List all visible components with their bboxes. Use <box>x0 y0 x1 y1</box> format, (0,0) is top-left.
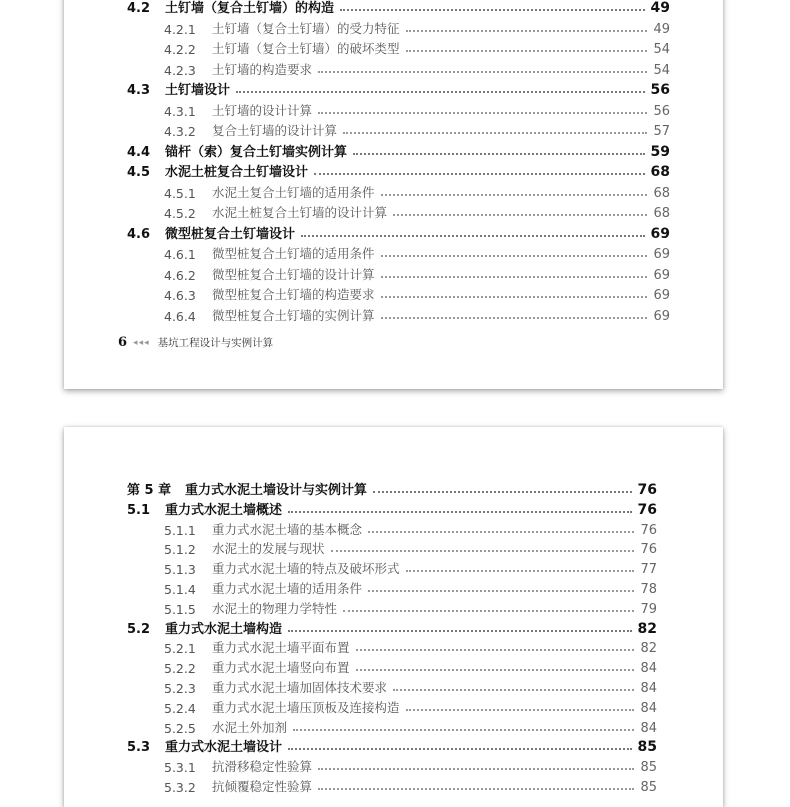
toc-entry-number: 5.1.3 <box>164 562 196 578</box>
toc-entry-number: 5.2.4 <box>164 700 196 716</box>
toc-entry <box>164 183 670 201</box>
dot-leader <box>288 748 632 750</box>
dot-leader <box>381 276 648 278</box>
dot-leader <box>318 768 634 770</box>
toc-entry-title: 水泥土的发展与现状 <box>212 541 325 557</box>
toc-entry-title: 土钉墙（复合土钉墙）的构造 <box>165 1 335 16</box>
toc-page-lower <box>64 427 723 807</box>
toc-entry <box>164 19 670 37</box>
toc-entry-title: 重力式水泥土墙加固体技术要求 <box>212 680 388 695</box>
toc-entry <box>164 698 657 716</box>
dot-leader <box>381 255 648 257</box>
toc-entry <box>127 162 670 180</box>
toc-entry-title: 水泥土桩复合土钉墙设计 <box>165 165 309 180</box>
toc-entry-number: 5.3 <box>127 740 151 756</box>
toc-entry-page: 69 <box>653 308 670 324</box>
dot-leader <box>406 50 648 52</box>
toc-entry-number: 5.1.1 <box>164 522 196 538</box>
toc-entry-page: 54 <box>653 62 670 78</box>
triangle-arrows-icon: ◂◂◂ <box>133 337 150 348</box>
toc-entry-title: 重力式水泥土墙平面布置 <box>212 640 350 656</box>
toc-entry-title: 微型桩复合土钉墙的构造要求 <box>212 287 375 302</box>
toc-entry-number: 5.2 <box>127 621 151 637</box>
footer-book-title: 基坑工程设计与实例计算 <box>157 337 274 349</box>
toc-entry-title: 土钉墙（复合土钉墙）的破坏类型 <box>212 41 400 56</box>
toc-entry-page: 76 <box>640 542 657 558</box>
toc-entry-number: 5.2.5 <box>164 720 196 736</box>
toc-entry-title: 土钉墙（复合土钉墙）的受力特征 <box>212 20 400 36</box>
toc-entry <box>164 718 657 736</box>
toc-entry <box>164 539 657 557</box>
toc-entry-title: 水泥土的物理力学特性 <box>212 600 338 616</box>
dot-leader <box>406 709 635 711</box>
toc-entry-title: 抗滑移稳定性验算 <box>212 759 313 775</box>
toc-entry <box>164 306 670 324</box>
toc-entry-page: 82 <box>637 620 657 637</box>
toc-entry-title: 重力式水泥土墙构造 <box>165 621 283 637</box>
toc-entry <box>164 265 670 283</box>
dot-leader <box>314 173 645 175</box>
toc-entry-number: 4.3 <box>127 83 151 98</box>
toc-entry-page: 85 <box>640 760 657 776</box>
toc-entry-title: 重力式水泥土墙概述 <box>165 502 283 518</box>
dot-leader <box>381 296 648 298</box>
toc-entry-title: 土钉墙设计 <box>165 83 231 98</box>
toc-entry-title: 水泥土复合土钉墙的适用条件 <box>212 184 375 200</box>
toc-entry-page: 56 <box>653 103 670 119</box>
toc-entry <box>127 224 670 242</box>
toc-entry-title: 水泥土外加剂 <box>212 719 288 735</box>
toc-page-upper <box>64 0 723 389</box>
toc-entry-page: 56 <box>650 82 670 98</box>
toc-entry-number: 4.3.2 <box>164 124 196 139</box>
toc-entry <box>164 579 657 597</box>
toc-entry-title: 抗倾覆稳定性验算 <box>212 779 313 794</box>
toc-entry-number: 5.1 <box>127 502 151 518</box>
toc-entry-title: 微型桩复合土钉墙的适用条件 <box>212 246 375 261</box>
toc-entry-title: 锚杆（索）复合土钉墙实例计算 <box>165 144 348 160</box>
toc-entry <box>164 121 670 139</box>
dot-leader <box>293 729 634 731</box>
toc-entry <box>164 101 670 119</box>
toc-entry-title: 重力式水泥土墙设计 <box>165 740 283 756</box>
toc-entry-page: 57 <box>653 124 670 139</box>
toc-entry-number: 4.2 <box>127 1 151 16</box>
toc-entry-title: 重力式水泥土墙设计与实例计算 <box>185 483 368 498</box>
toc-entry-page: 49 <box>650 0 670 16</box>
toc-entry-title: 重力式水泥土墙竖向布置 <box>212 660 350 676</box>
dot-leader <box>368 590 634 592</box>
toc-entry <box>164 638 657 656</box>
toc-entry <box>127 142 670 160</box>
dot-leader <box>288 630 632 632</box>
dot-leader <box>343 132 647 134</box>
toc-entry <box>127 737 657 755</box>
toc-entry <box>127 619 657 637</box>
toc-entry-title: 土钉墙的设计计算 <box>212 102 313 118</box>
toc-entry <box>164 777 657 795</box>
dot-leader <box>318 71 647 73</box>
toc-entry-page: 84 <box>640 720 657 736</box>
toc-entry-page: 68 <box>650 164 670 180</box>
toc-entry <box>164 599 657 617</box>
toc-entry <box>164 285 670 303</box>
dot-leader <box>406 30 648 32</box>
toc-entry-number: 4.6.4 <box>164 308 196 324</box>
toc-entry-page: 84 <box>640 681 657 696</box>
toc-entry-number: 5.1.2 <box>164 542 196 558</box>
dot-leader <box>393 689 634 691</box>
toc-entry-number: 4.5 <box>127 165 151 180</box>
toc-entry-title: 土钉墙的构造要求 <box>212 61 313 77</box>
toc-entry <box>164 244 670 262</box>
toc-entry <box>164 39 670 57</box>
footer-page-number: 6 <box>118 335 128 350</box>
toc-entry-number: 5.1.5 <box>164 601 196 617</box>
toc-entry-page: 85 <box>640 780 657 795</box>
toc-entry-page: 69 <box>653 247 670 262</box>
dot-leader <box>301 235 645 237</box>
toc-entry <box>127 0 670 16</box>
toc-entry <box>127 500 657 518</box>
toc-entry-title: 复合土钉墙的设计计算 <box>212 123 338 138</box>
toc-entry-title: 水泥土桩复合土钉墙的设计计算 <box>212 205 388 220</box>
toc-entry-page: 84 <box>640 661 657 677</box>
toc-entry-page: 76 <box>637 482 657 498</box>
toc-entry-title: 重力式水泥土墙压顶板及连接构造 <box>212 699 400 715</box>
toc-entry-number: 5.3.1 <box>164 760 196 776</box>
toc-entry-number: 4.6.3 <box>164 288 196 303</box>
toc-entry-number: 4.4 <box>127 144 151 160</box>
toc-entry-page: 68 <box>653 185 670 201</box>
toc-entry-title: 重力式水泥土墙的基本概念 <box>212 521 363 537</box>
toc-entry-page: 84 <box>640 700 657 716</box>
toc-entry-number: 4.6 <box>127 226 151 242</box>
toc-entry-page: 82 <box>640 641 657 657</box>
dot-leader <box>356 669 635 671</box>
toc-entry-page: 59 <box>650 143 670 160</box>
dot-leader <box>381 194 648 196</box>
dot-leader <box>406 570 635 572</box>
toc-entry <box>164 520 657 538</box>
dot-leader <box>318 112 647 114</box>
toc-entry-number: 4.6.1 <box>164 247 196 262</box>
dot-leader <box>368 531 634 533</box>
toc-entry-page: 79 <box>640 601 657 617</box>
toc-entry <box>164 60 670 78</box>
dot-leader <box>343 610 634 612</box>
dot-leader <box>353 153 645 155</box>
toc-entry <box>164 678 657 696</box>
toc-entry-page: 69 <box>653 288 670 303</box>
toc-entry-number: 4.2.3 <box>164 62 196 78</box>
dot-leader <box>331 550 635 552</box>
toc-entry-number: 4.6.2 <box>164 267 196 283</box>
toc-entry-page: 76 <box>637 501 657 518</box>
toc-entry-number: 4.5.1 <box>164 185 196 201</box>
toc-entry-page: 49 <box>653 21 670 37</box>
toc-entry-page: 69 <box>653 267 670 283</box>
toc-entry-title: 微型桩复合土钉墙设计 <box>165 226 296 242</box>
toc-entry-page: 68 <box>653 206 670 221</box>
dot-leader <box>236 91 645 93</box>
toc-entry-number: 5.2.3 <box>164 681 196 696</box>
toc-entry-title: 重力式水泥土墙的适用条件 <box>212 581 363 596</box>
toc-entry <box>164 757 657 775</box>
toc-entry-page: 54 <box>653 42 670 57</box>
toc-entry-page: 85 <box>637 739 657 756</box>
toc-entry-number: 5.1.4 <box>164 582 196 597</box>
toc-entry-page: 76 <box>640 522 657 538</box>
dot-leader <box>340 9 645 11</box>
toc-entry-number: 第 5 章 <box>127 483 172 498</box>
toc-entry-number: 4.2.2 <box>164 42 196 57</box>
toc-entry-number: 4.3.1 <box>164 103 196 119</box>
dot-leader <box>393 214 647 216</box>
toc-entry-title: 微型桩复合土钉墙的实例计算 <box>212 307 375 323</box>
toc-entry-number: 4.2.1 <box>164 21 196 37</box>
toc-entry-title: 重力式水泥土墙的特点及破坏形式 <box>212 561 400 577</box>
dot-leader <box>373 491 632 493</box>
dot-leader <box>381 317 648 319</box>
toc-entry-page: 78 <box>640 582 657 597</box>
toc-entry <box>164 203 670 221</box>
toc-entry <box>164 658 657 676</box>
page-footer <box>118 335 273 350</box>
dot-leader <box>356 649 635 651</box>
toc-entry-number: 5.3.2 <box>164 780 196 795</box>
toc-entry-number: 5.2.1 <box>164 641 196 657</box>
toc-entry-number: 5.2.2 <box>164 661 196 677</box>
toc-entry-page: 77 <box>640 562 657 578</box>
toc-entry <box>127 480 657 498</box>
toc-entry <box>127 80 670 98</box>
toc-entry-page: 69 <box>650 225 670 242</box>
toc-entry-title: 微型桩复合土钉墙的设计计算 <box>212 266 375 282</box>
toc-entry <box>164 559 657 577</box>
dot-leader <box>288 511 632 513</box>
toc-entry-number: 4.5.2 <box>164 206 196 221</box>
